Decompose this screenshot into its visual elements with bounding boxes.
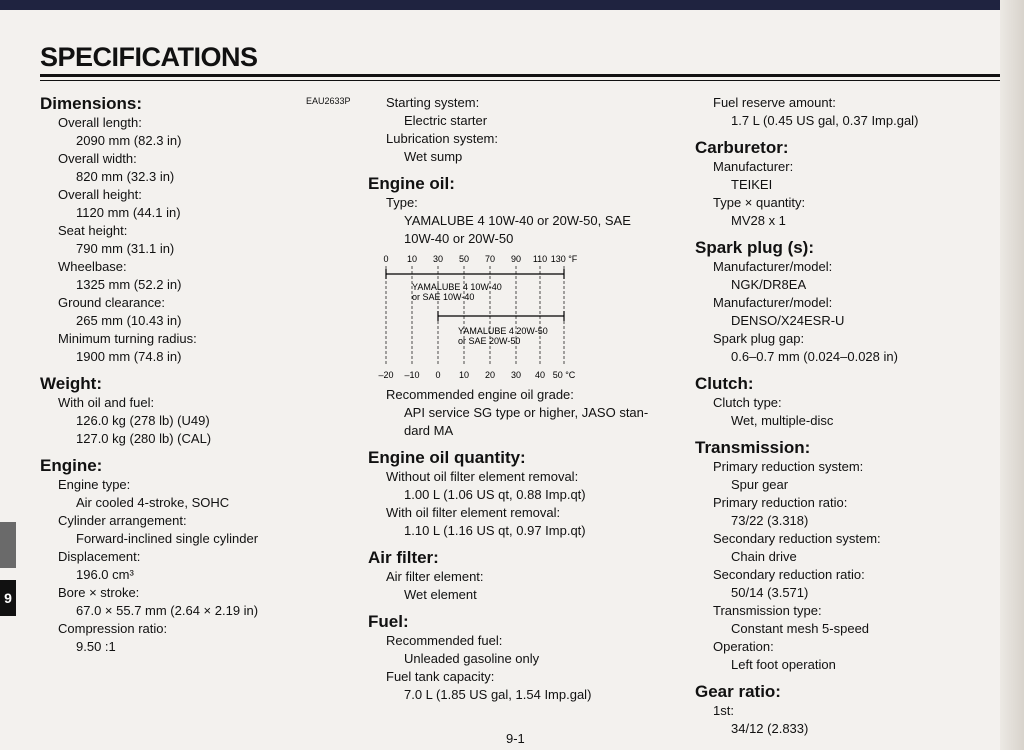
spec-value: 1900 mm (74.8 in) xyxy=(76,349,182,364)
spec-label: Type × quantity: xyxy=(713,195,806,210)
spec-value: 73/22 (3.318) xyxy=(731,513,809,528)
spacer xyxy=(695,230,995,238)
section-tab-faint xyxy=(0,522,16,568)
spec-column-1 xyxy=(40,94,360,656)
spec-value: YAMALUBE 4 10W-40 or 20W-50, SAE xyxy=(404,213,631,228)
spec-value: 1.00 L (1.06 US qt, 0.88 Imp.qt) xyxy=(404,487,586,502)
spec-label: Cylinder arrangement: xyxy=(58,513,187,528)
spec-label: Primary reduction system: xyxy=(713,459,864,474)
section-heading: Transmission: xyxy=(695,438,811,457)
fahrenheit-tick-label: 30 xyxy=(432,254,444,264)
spec-label: Secondary reduction ratio: xyxy=(713,567,865,582)
spec-value: Wet sump xyxy=(404,149,463,164)
celsius-tick-label: 30 xyxy=(510,370,522,380)
spec-value: 1.7 L (0.45 US gal, 0.37 Imp.gal) xyxy=(731,113,919,128)
spec-label: Minimum turning radius: xyxy=(58,331,197,346)
spacer xyxy=(368,604,683,612)
section-heading: Clutch: xyxy=(695,374,754,393)
celsius-tick-label: 0 xyxy=(435,370,441,380)
spec-value: Chain drive xyxy=(731,549,797,564)
spec-value: 127.0 kg (280 lb) (CAL) xyxy=(76,431,212,446)
spec-label: Fuel tank capacity: xyxy=(386,669,495,684)
spec-label: Overall length: xyxy=(58,115,142,130)
spec-value: Left foot operation xyxy=(731,657,836,672)
section-heading: Dimensions: xyxy=(40,94,143,113)
section-heading: Spark plug (s): xyxy=(695,238,815,257)
spacer xyxy=(695,366,995,374)
spec-label: Without oil filter element removal: xyxy=(386,469,579,484)
spec-label: Manufacturer/model: xyxy=(713,295,833,310)
oil-range-10w40-label: YAMALUBE 4 10W-40 xyxy=(412,282,502,292)
section-heading: Engine oil quantity: xyxy=(368,448,526,467)
celsius-tick-label: –10 xyxy=(404,370,420,380)
spec-column-3 xyxy=(695,94,995,738)
spec-value: 265 mm (10.43 in) xyxy=(76,313,182,328)
spec-label: Spark plug gap: xyxy=(713,331,805,346)
fahrenheit-tick-label: 110 xyxy=(532,254,548,264)
spec-value: 196.0 cm³ xyxy=(76,567,134,582)
spec-label: Overall height: xyxy=(58,187,142,202)
title-rule-thin xyxy=(40,80,1000,81)
oil-range-10w40-label: or SAE 10W-40 xyxy=(412,292,475,302)
title-rule-thick xyxy=(40,74,1000,77)
fahrenheit-tick-label: 50 xyxy=(458,254,470,264)
spec-label: Transmission type: xyxy=(713,603,822,618)
spec-value: 0.6–0.7 mm (0.024–0.028 in) xyxy=(731,349,898,364)
fahrenheit-tick-label: 130 °F xyxy=(550,254,578,264)
celsius-tick-label: –20 xyxy=(378,370,394,380)
spec-label: Manufacturer/model: xyxy=(713,259,833,274)
spec-value: 126.0 kg (278 lb) (U49) xyxy=(76,413,210,428)
spec-label: With oil and fuel: xyxy=(58,395,155,410)
celsius-tick-label: 50 °C xyxy=(552,370,576,380)
page-gutter-shadow xyxy=(1000,0,1024,750)
section-heading: Carburetor: xyxy=(695,138,789,157)
spec-label: Overall width: xyxy=(58,151,137,166)
spec-label: Recommended fuel: xyxy=(386,633,503,648)
spec-label: Type: xyxy=(386,195,418,210)
spec-value: Forward-inclined single cylinder xyxy=(76,531,259,546)
section-heading: Engine: xyxy=(40,456,103,475)
spacer xyxy=(40,448,360,456)
spec-label: Operation: xyxy=(713,639,774,654)
spacer xyxy=(368,440,683,448)
spec-value: 7.0 L (1.85 US gal, 1.54 Imp.gal) xyxy=(404,687,592,702)
spec-value: Wet, multiple-disc xyxy=(731,413,834,428)
spec-value: Air cooled 4-stroke, SOHC xyxy=(76,495,230,510)
spec-label: Engine type: xyxy=(58,477,131,492)
spec-value: 9.50 :1 xyxy=(76,639,116,654)
spec-value: Spur gear xyxy=(731,477,789,492)
spacer xyxy=(695,674,995,682)
spec-label: Recommended engine oil grade: xyxy=(386,387,574,402)
celsius-tick-label: 40 xyxy=(534,370,546,380)
spec-column-2-bottom xyxy=(368,386,683,704)
section-heading: Weight: xyxy=(40,374,103,393)
spec-value: DENSO/X24ESR-U xyxy=(731,313,845,328)
spec-value: NGK/DR8EA xyxy=(731,277,807,292)
spec-label: Compression ratio: xyxy=(58,621,168,636)
fahrenheit-tick-label: 10 xyxy=(406,254,418,264)
section-heading: Engine oil: xyxy=(368,174,455,193)
spec-label: Seat height: xyxy=(58,223,128,238)
oil-range-20w50-label: YAMALUBE 4 20W-50 xyxy=(458,326,548,336)
fahrenheit-tick-label: 70 xyxy=(484,254,496,264)
section-heading: Gear ratio: xyxy=(695,682,781,701)
spacer xyxy=(695,430,995,438)
spec-value: Constant mesh 5-speed xyxy=(731,621,870,636)
spec-label: Displacement: xyxy=(58,549,141,564)
spec-value: MV28 x 1 xyxy=(731,213,786,228)
spec-column-2-top xyxy=(368,94,683,248)
section-tab: 9 xyxy=(0,580,16,616)
spec-value: 1120 mm (44.1 in) xyxy=(76,205,181,220)
spec-value: TEIKEI xyxy=(731,177,773,192)
oil-temperature-chart xyxy=(374,252,589,382)
section-code: EAU2633P xyxy=(306,96,351,106)
spec-value: 67.0 × 55.7 mm (2.64 × 2.19 in) xyxy=(76,603,259,618)
section-heading: Air filter: xyxy=(368,548,439,567)
spec-value: 10W-40 or 20W-50 xyxy=(404,231,514,246)
oil-range-20w50-label: or SAE 20W-50 xyxy=(458,336,521,346)
spec-value: 790 mm (31.1 in) xyxy=(76,241,175,256)
spec-label: Starting system: xyxy=(386,95,480,110)
spec-label: Fuel reserve amount: xyxy=(713,95,836,110)
fahrenheit-tick-label: 0 xyxy=(383,254,389,264)
spacer xyxy=(368,166,683,174)
spec-value: 34/12 (2.833) xyxy=(731,721,809,736)
spec-value: 50/14 (3.571) xyxy=(731,585,809,600)
spec-label: Bore × stroke: xyxy=(58,585,140,600)
spec-value: 1325 mm (52.2 in) xyxy=(76,277,182,292)
spacer xyxy=(40,366,360,374)
page-number: 9-1 xyxy=(506,731,525,746)
spec-value: 2090 mm (82.3 in) xyxy=(76,133,182,148)
celsius-tick-label: 20 xyxy=(484,370,496,380)
spec-label: Primary reduction ratio: xyxy=(713,495,848,510)
spec-value: Electric starter xyxy=(404,113,488,128)
spec-value: Wet element xyxy=(404,587,477,602)
spacer xyxy=(368,540,683,548)
spec-label: Clutch type: xyxy=(713,395,782,410)
spec-value: dard MA xyxy=(404,423,454,438)
spec-label: Ground clearance: xyxy=(58,295,165,310)
spec-value: API service SG type or higher, JASO stan- xyxy=(404,405,649,420)
spec-label: Wheelbase: xyxy=(58,259,127,274)
spec-column-2 xyxy=(368,94,683,704)
celsius-tick-label: 10 xyxy=(458,370,470,380)
fahrenheit-tick-label: 90 xyxy=(510,254,522,264)
spec-label: With oil filter element removal: xyxy=(386,505,561,520)
spec-value: 820 mm (32.3 in) xyxy=(76,169,175,184)
page-title: SPECIFICATIONS xyxy=(40,42,258,72)
top-color-band xyxy=(0,0,1024,10)
spec-value: Unleaded gasoline only xyxy=(404,651,540,666)
spec-label: Lubrication system: xyxy=(386,131,498,146)
spacer xyxy=(695,130,995,138)
section-heading: Fuel: xyxy=(368,612,409,631)
spec-label: Manufacturer: xyxy=(713,159,794,174)
spec-value: 1.10 L (1.16 US qt, 0.97 Imp.qt) xyxy=(404,523,586,538)
spec-label: 1st: xyxy=(713,703,734,718)
spec-label: Air filter element: xyxy=(386,569,484,584)
spec-label: Secondary reduction system: xyxy=(713,531,881,546)
